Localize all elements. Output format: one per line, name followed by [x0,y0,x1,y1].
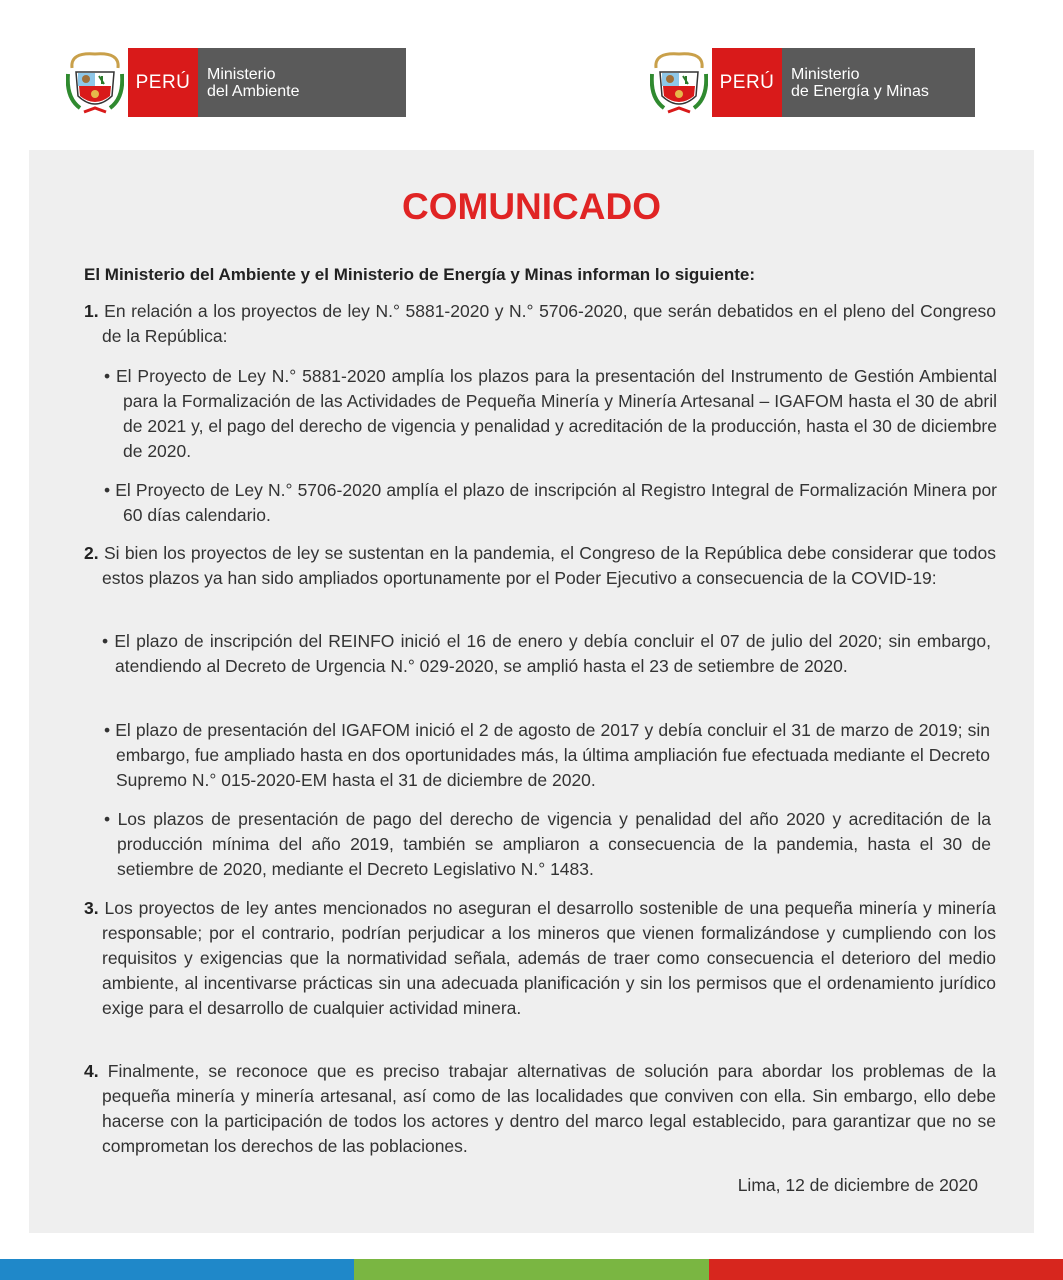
peru-coat-of-arms-icon [66,48,124,117]
bullet-item: • El plazo de presentación del IGAFOM inició el 2 de agosto de 2017 y debía concluir el 31 de marzo de 2019; sin embargo, fue ampliado hasta en dos oportunidades más, la última ampliación fue efectuada mediante el Decreto Supremo N.° 015-2020-EM hasta el 31 de diciembre de 2020. [104,720,990,790]
footer-bar-blue [0,1259,354,1280]
ministry-line-1: Ministerio [207,65,276,83]
ministry-line-2: de Energía y Minas [791,82,929,100]
ministry-line-1: Ministerio [791,65,860,83]
footer-bar-green [354,1259,709,1280]
ministry-line-2: del Ambiente [207,82,300,100]
point-2 [84,541,996,591]
point-number: 4. [84,1061,99,1081]
point-number: 2. [84,543,99,563]
bullet-item: • Los plazos de presentación de pago del derecho de vigencia y penalidad del año 2020 y acreditación de la producción mínima del año 2019, también se ampliaron a consecuencia de la pandemia, hasta el 30 de setiembre de 2020, mediante el Decreto Legislativo N.° 1483. [104,809,991,879]
ministry-name [198,48,406,117]
footer-bar-red [709,1259,1063,1280]
point-3 [84,896,996,1021]
point-text: Si bien los proyectos de ley se sustentan en la pandemia, el Congreso de la República debe considerar que todos estos plazos ya han sido ampliados oportunamente por el Poder Ejecutivo a consecuencia de la COVID-19: [102,543,996,588]
logo-ministerio-energia-minas [650,48,975,117]
peru-label: PERÚ [128,48,198,117]
date-line: Lima, 12 de diciembre de 2020 [737,1175,978,1195]
point-text: Los proyectos de ley antes mencionados no aseguran el desarrollo sostenible de una pequeña minería y minería responsable; por el contrario, podrían perjudicar a los mineros que vienen formalizándose y cumpliendo con los requisitos y exigencias que la normatividad señala, además de traer como consecuencia el deterioro del medio ambiente, al incentivarse prácticas sin una adecuada planificación y sin los permisos que el ordenamiento jurídico exige para el desarrollo de cualquier actividad minera. [102,898,996,1018]
point-text: En relación a los proyectos de ley N.° 5881-2020 y N.° 5706-2020, que serán debatidos en el pleno del Congreso de la República: [102,301,996,346]
page-title: COMUNICADO [402,186,661,227]
point-text: Finalmente, se reconoce que es preciso trabajar alternativas de solución para abordar los problemas de la pequeña minería y minería artesanal, así como de las localidades que conviven con ella. Sin embargo, ello debe hacerse con la participación de todos los actores y dentro del marco legal establecido, para garantizar que no se comprometan los derechos de las poblaciones. [102,1061,996,1156]
bullet-item: • El Proyecto de Ley N.° 5881-2020 amplía los plazos para la presentación del Instrumento de Gestión Ambiental para la Formalización de las Actividades de Pequeña Minería y Minería Artesanal – IGAFOM hasta el 30 de abril de 2021 y, el pago del derecho de vigencia y penalidad y acreditación de la producción, hasta el 30 de diciembre de 2020. [104,366,997,461]
intro-text: El Ministerio del Ambiente y el Ministerio de Energía y Minas informan lo siguiente: [84,265,755,284]
point-number: 3. [84,898,99,918]
bullet-item: • El Proyecto de Ley N.° 5706-2020 amplía el plazo de inscripción al Registro Integral de Formalización Minera por 60 días calendario. [104,480,997,525]
ministry-name [782,48,975,117]
logo-ministerio-del-ambiente [66,48,406,117]
point-1 [84,299,996,349]
peru-coat-of-arms-icon [650,48,708,117]
point-4 [84,1059,996,1159]
point-number: 1. [84,301,99,321]
bullet-item: • El plazo de inscripción del REINFO inició el 16 de enero y debía concluir el 07 de julio del 2020; sin embargo, atendiendo al Decreto de Urgencia N.° 029-2020, se amplió hasta el 23 de setiembre de 2020. [102,631,991,676]
peru-label: PERÚ [712,48,782,117]
